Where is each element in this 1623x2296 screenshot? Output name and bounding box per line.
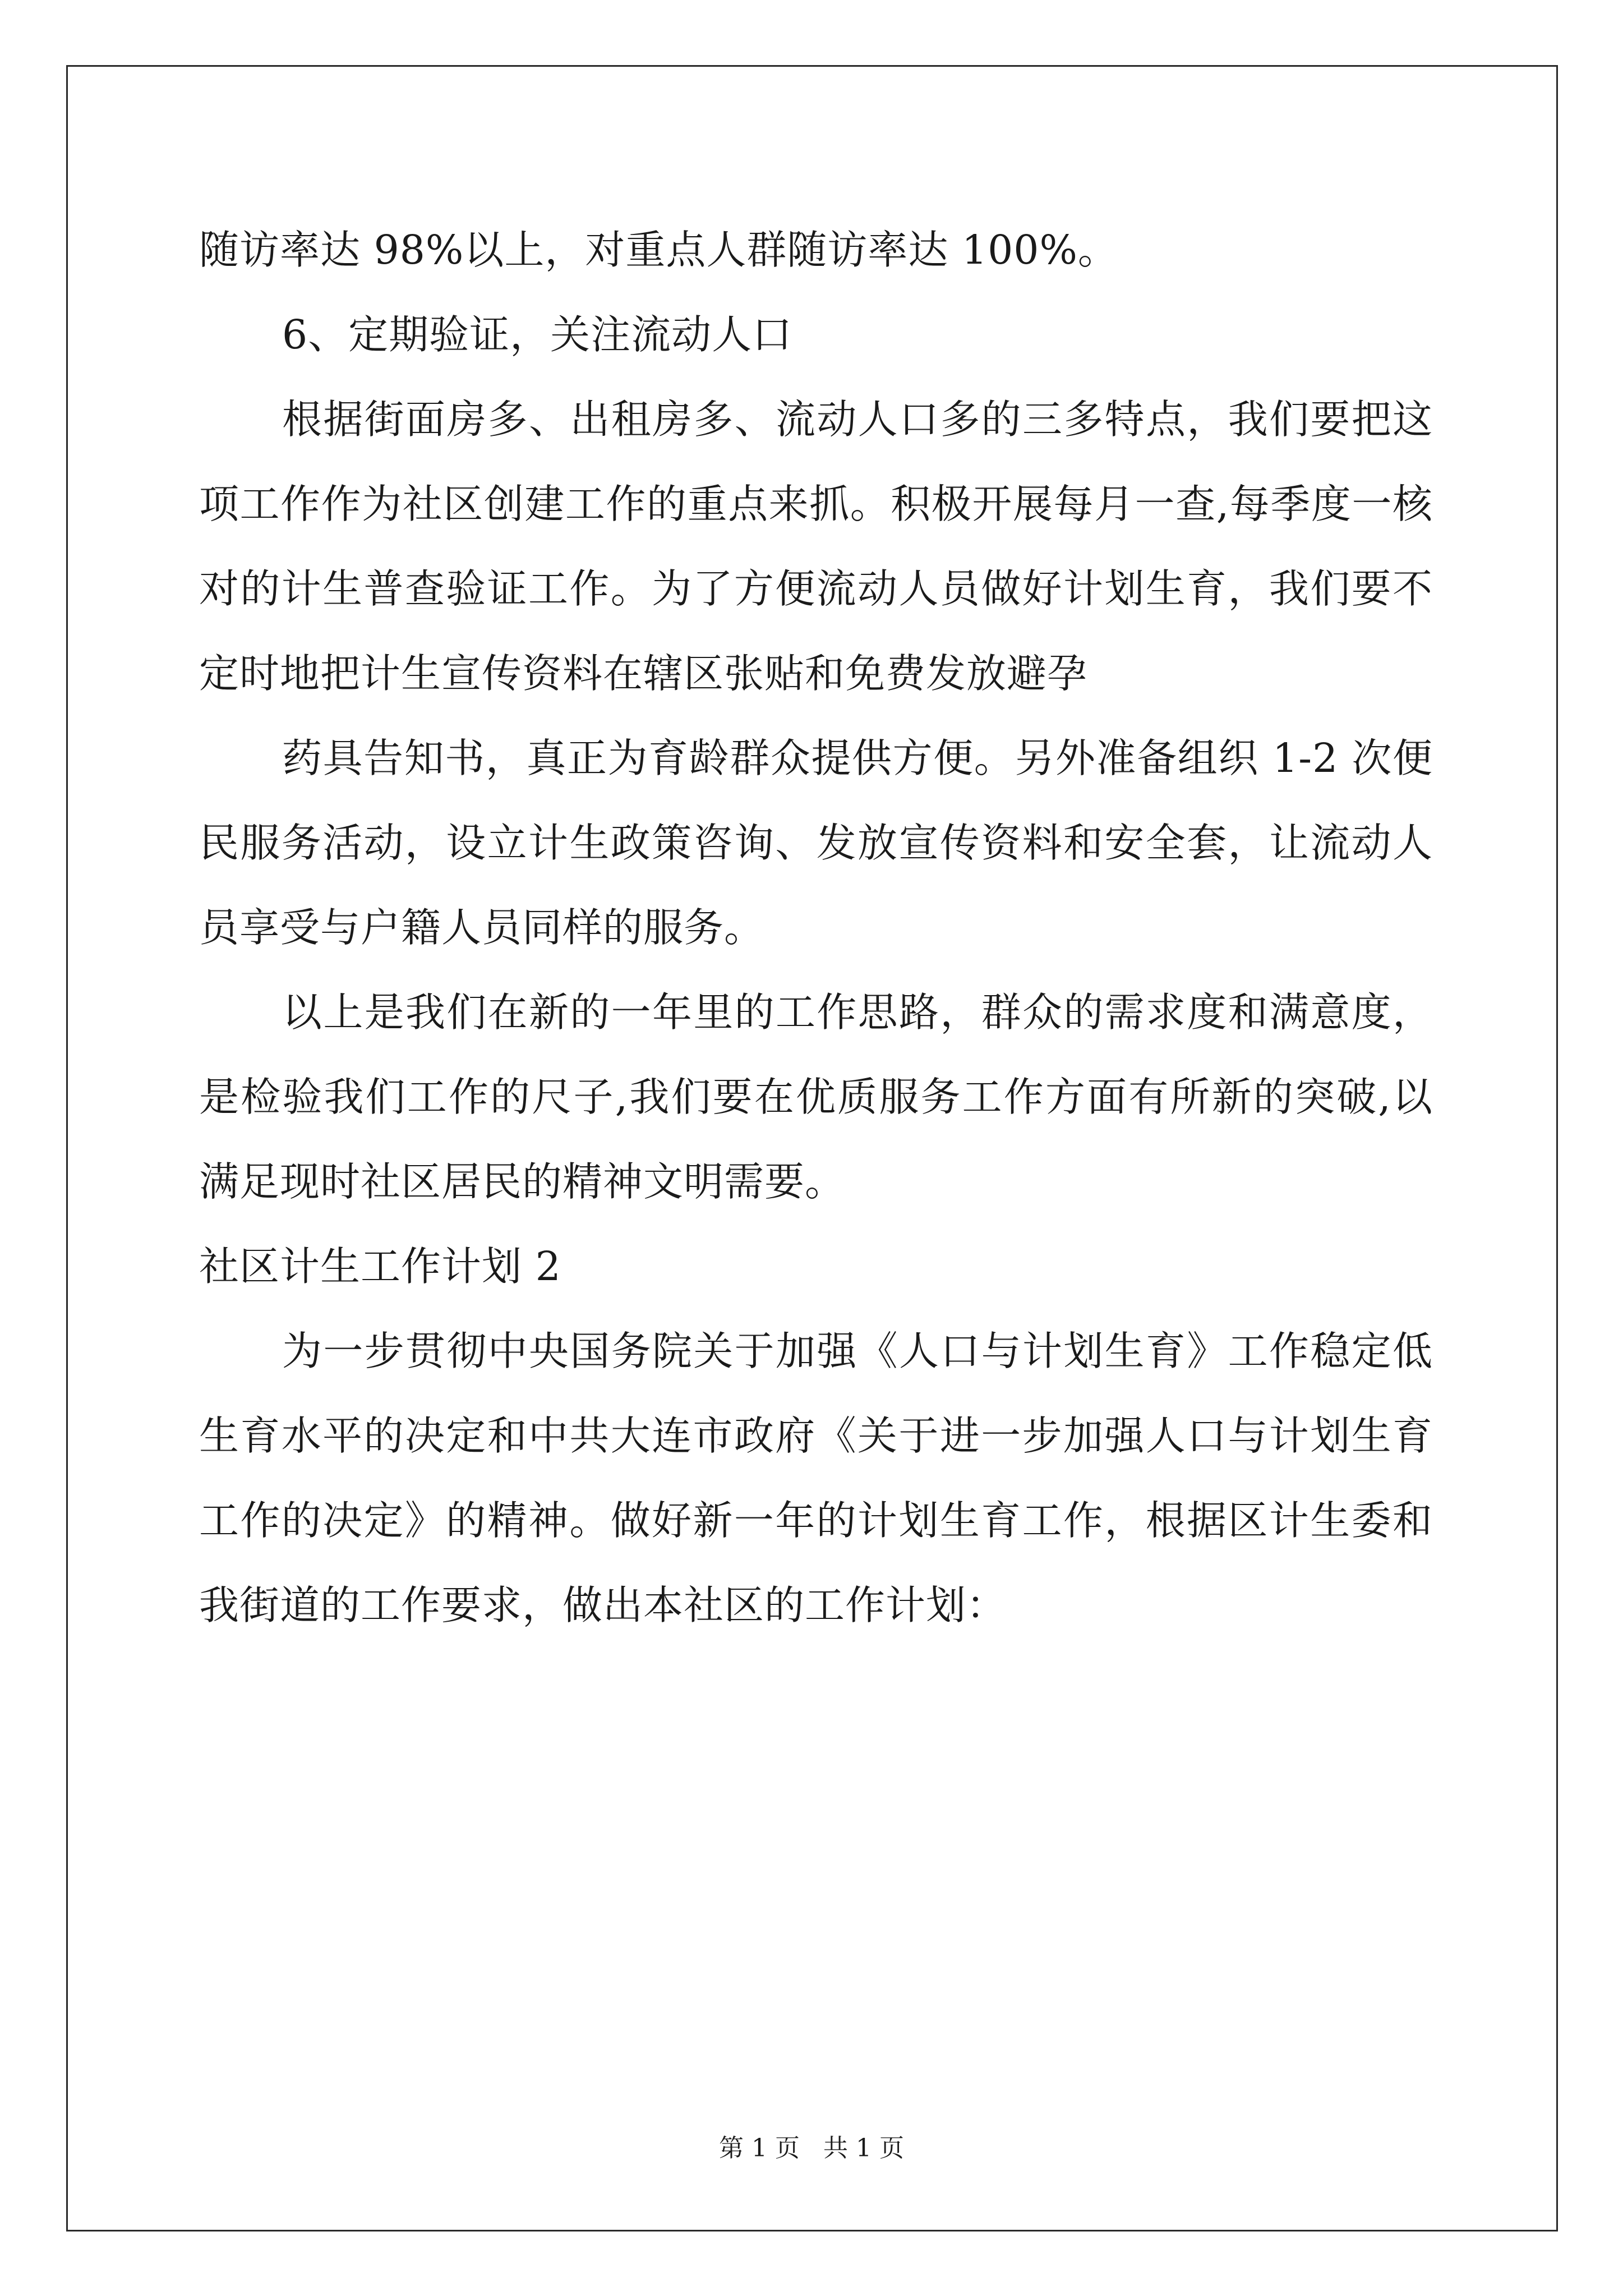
text-line: 随访率达 98%以上，对重点人群随访率达 100%。 [199, 227, 1118, 273]
page-number: 第 1 页 共 1 页 [719, 2134, 904, 2162]
section-title: 社区计生工作计划 2 [199, 1243, 561, 1290]
text-line: 工作的决定》的精神。做好新一年的计划生育工作，根据区计生委和 [199, 1497, 1433, 1544]
document-body [199, 208, 1433, 1648]
text-line: 定时地把计生宣传资料在辖区张贴和免费发放避孕 [199, 650, 1088, 697]
text-line: 生育水平的决定和中共大连市政府《关于进一步加强人口与计划生育 [199, 1412, 1433, 1459]
text-line: 我街道的工作要求，做出本社区的工作计划： [199, 1582, 1007, 1628]
text-line: 是检验我们工作的尺子,我们要在优质服务工作方面有所新的突破,以 [199, 1074, 1433, 1120]
text-line: 为一步贯彻中央国务院关于加强《人口与计划生育》工作稳定低 [282, 1328, 1433, 1374]
text-line: 药具告知书，真正为育龄群众提供方便。另外准备组织 1-2 次便 [282, 735, 1433, 781]
text-line: 满足现时社区居民的精神文明需要。 [199, 1158, 846, 1205]
text-line: 以上是我们在新的一年里的工作思路，群众的需求度和满意度， [282, 989, 1433, 1036]
text-line: 项工作作为社区创建工作的重点来抓。积极开展每月一查,每季度一核 [199, 481, 1433, 527]
text-line: 根据街面房多、出租房多、流动人口多的三多特点，我们要把这 [282, 396, 1433, 443]
text-line: 员享受与户籍人员同样的服务。 [199, 904, 765, 951]
section-heading: 6、定期验证，关注流动人口 [282, 311, 793, 358]
text-line: 对的计生普查验证工作。为了方便流动人员做好计划生育，我们要不 [199, 565, 1433, 612]
text-line: 民服务活动，设立计生政策咨询、发放宣传资料和安全套，让流动人 [199, 820, 1433, 866]
